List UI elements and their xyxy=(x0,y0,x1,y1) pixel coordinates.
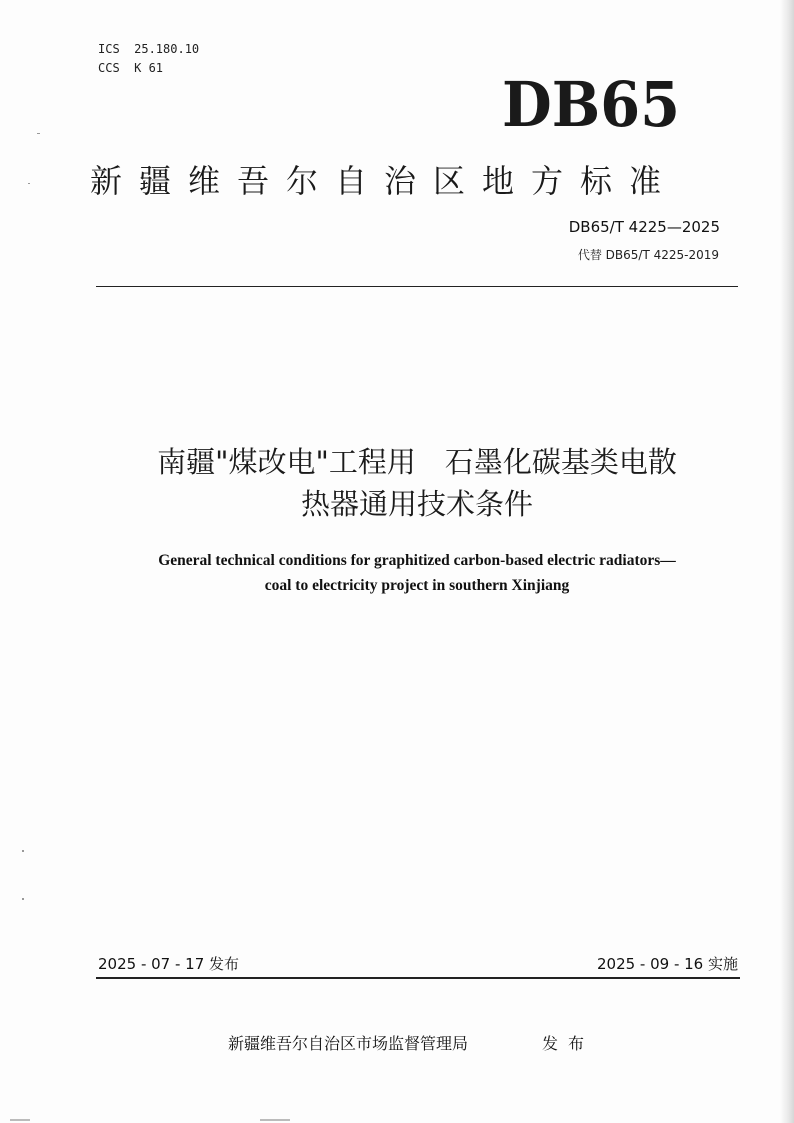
scan-speck xyxy=(28,183,30,184)
ccs-code: CCS K 61 xyxy=(98,61,164,75)
scan-edge-shadow xyxy=(780,0,794,1123)
issue-date: 2025 - 07 - 17 发布 xyxy=(98,955,240,973)
standard-number: DB65/T 4225—2025 xyxy=(568,218,720,236)
replaces-standard: 代替 DB65/T 4225-2019 xyxy=(577,248,719,262)
logo-text: DB65 xyxy=(502,70,680,134)
english-title-line-1: General technical conditions for graphitized carbon-based electric radiators— xyxy=(158,552,676,569)
publish-label: 发布 xyxy=(542,1034,595,1053)
implementation-date: 2025 - 09 - 16 实施 xyxy=(596,955,738,973)
scan-speck xyxy=(22,850,24,852)
header-divider xyxy=(96,286,738,287)
chinese-title-line-2: 热器通用技术条件 xyxy=(300,487,533,521)
db65-logo xyxy=(502,70,682,134)
publisher-name: 新疆维吾尔自治区市场监督管理局 xyxy=(228,1034,469,1053)
scan-speck xyxy=(260,1119,290,1121)
classification-codes xyxy=(98,40,199,78)
ics-code: ICS 25.180.10 xyxy=(98,42,200,56)
english-title-line-2: coal to electricity project in southern Xinjiang xyxy=(264,577,570,594)
footer-divider xyxy=(96,977,740,979)
scan-speck xyxy=(37,133,40,134)
scan-speck xyxy=(22,898,24,900)
chinese-title-line-1: 南疆"煤改电"工程用 石墨化碳基类电散 xyxy=(157,445,677,479)
standard-category-title: 新疆维吾尔自治区地方标准 xyxy=(90,162,679,200)
scan-speck xyxy=(10,1119,30,1121)
